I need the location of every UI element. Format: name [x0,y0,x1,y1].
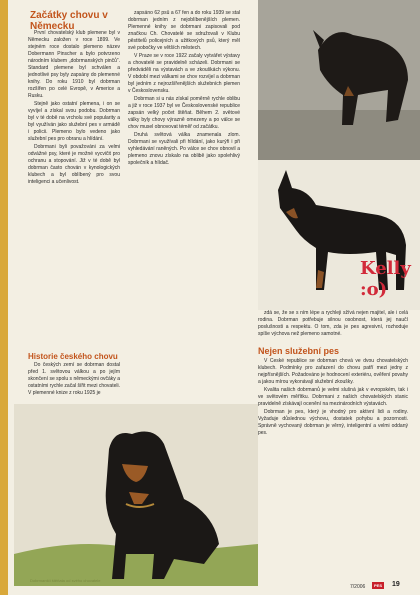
paragraph: Do českých zemí se dobrman dostal před 1. světovou válkou a po jejím skončení se spolu s německými ovčáky a ostatními rychle začal šířit mezi chovateli. V plemenné knize z roku 1925 je [28,362,120,396]
column-1-text [28,30,120,348]
puppy-photo [14,404,258,586]
column-2-text [128,10,240,405]
paragraph: První chovatelský klub plemene byl v Německu založen v roce 1899. Ve stejném roce dostalo plemeno název Dobermann Pinscher a bylo potvrzeno národním klubem „dobrmanských pinčů“. Standard plemene byl schválen a jednotlivé psy byly zapsány do plemenné knihy. Do roku 1910 byl dobrman rozšířen po celé Evropě, v Americe a Rusku. [28,30,120,99]
column-1b-text [28,362,120,404]
photo-caption: Dobrmanští štěňata od svého chovatele [30,578,101,583]
column-3-top-text [258,310,408,344]
watermark-text: Kelly :o) [360,258,411,300]
page-number: 19 [392,581,400,588]
article-title: Začátky chovu v Německu [30,10,108,32]
paragraph: Stejně jako ostatní plemena, i on se vyvíjel a získal svou podobu. Dobrman byl v té době na vrcholu své popularity a byl využíván jako služební pes v armádě i policii. Plemeno bylo vedeno jako služební pes pro obranu a hlídání. [28,101,120,142]
paragraph: Kvalita našich dobrmanů je velmi slušná jak v evropském, tak i ve světovém měřítku. Dobrmani z našich chovatelských stanic pravidelně získávají ocenění na mezinárodních výstavách. [258,387,408,407]
magazine-logo: PES [374,583,383,588]
paragraph: Dobrman si u nás získal poměrně rychle oblibu a již v roce 1937 byl ve Československé republice zapsán velký počet štěňat. Během 2. světové války byly chovy výrazně omezeny a po válce se chov musel obnovovat téměř od začátku. [128,96,240,130]
paragraph: Dobrman je pes, který je vhodný pro aktivní lidi a rodiny. Vyžaduje důslednou výchovu, dostatek pohybu a pozornosti. Správně vychovaný dobrman je věrný, inteligentní a velmi oddaný pes. [258,409,408,436]
paragraph: Druhá světová válka znamenala zlom. Dobrmani se využívali při hlídání, jako kurýři i při vyhledávání raněných. Po válce se chov obnovil a plemeno znovu získalo na oblibě jako spolehlivý společník a hlídač. [128,132,240,166]
accent-bar [0,0,8,595]
paragraph: zapsáno 62 psů a 67 fen a do roku 1939 se stal dobrman jedním z nejoblíbenějších plemen. Plemenné knihy se dobrmani zapisovali pod značkou Ch. Chovatelé se sdružovali v Klubu pěstitelů policejních a užitkových psů, který měl své pobočky ve větších městech. [128,10,240,51]
paragraph: V Praze se v roce 1922 začaly vytvářet výstavy a chovatelé se pravidelně scházeli. Dobrmani se předváděli na výstavách a ve zkouškách výkonu. V období mezi válkami se chov rozvíjel a dobrman byl jedním z nejrozšířenějších služebních plemen v Československu. [128,53,240,94]
paragraph: zdá se, že se s ním lépe a rychleji sžívá nejen majitel, ale i celá rodina. Dobrman potřebuje silnou osobnost, která jej naučí poslušnosti a respektu. O tom, zda je pes agresivní, rozhoduje spíše výchova než plemeno samotné. [258,310,408,337]
paragraph: Dobrmani byli považováni za velmi odvážné psy, které je možné vycvičit pro ochranu a stopování. Již v té době byl dobrman často chován v kynologických klubech a byl oblíbený pro svou inteligenci a učenlivost. [28,144,120,185]
section-heading-history: Historie českého chovu [28,352,118,361]
section-heading-not-only-service-dog: Nejen služební pes [258,346,340,356]
issue-number: 7/2006 [350,584,366,590]
dog-photo-top [258,0,420,160]
paragraph: V České republice se dobrman chová ve dvou chovatelských klubech. Podmínky pro zařazení do chovu patří mezi jedny z nejpřísnějších. Požadováno je hodnocení exteriéru, ověření povahy a jakou mírou vykonávají služební zkoušky. [258,358,408,385]
column-3-text [258,358,408,568]
